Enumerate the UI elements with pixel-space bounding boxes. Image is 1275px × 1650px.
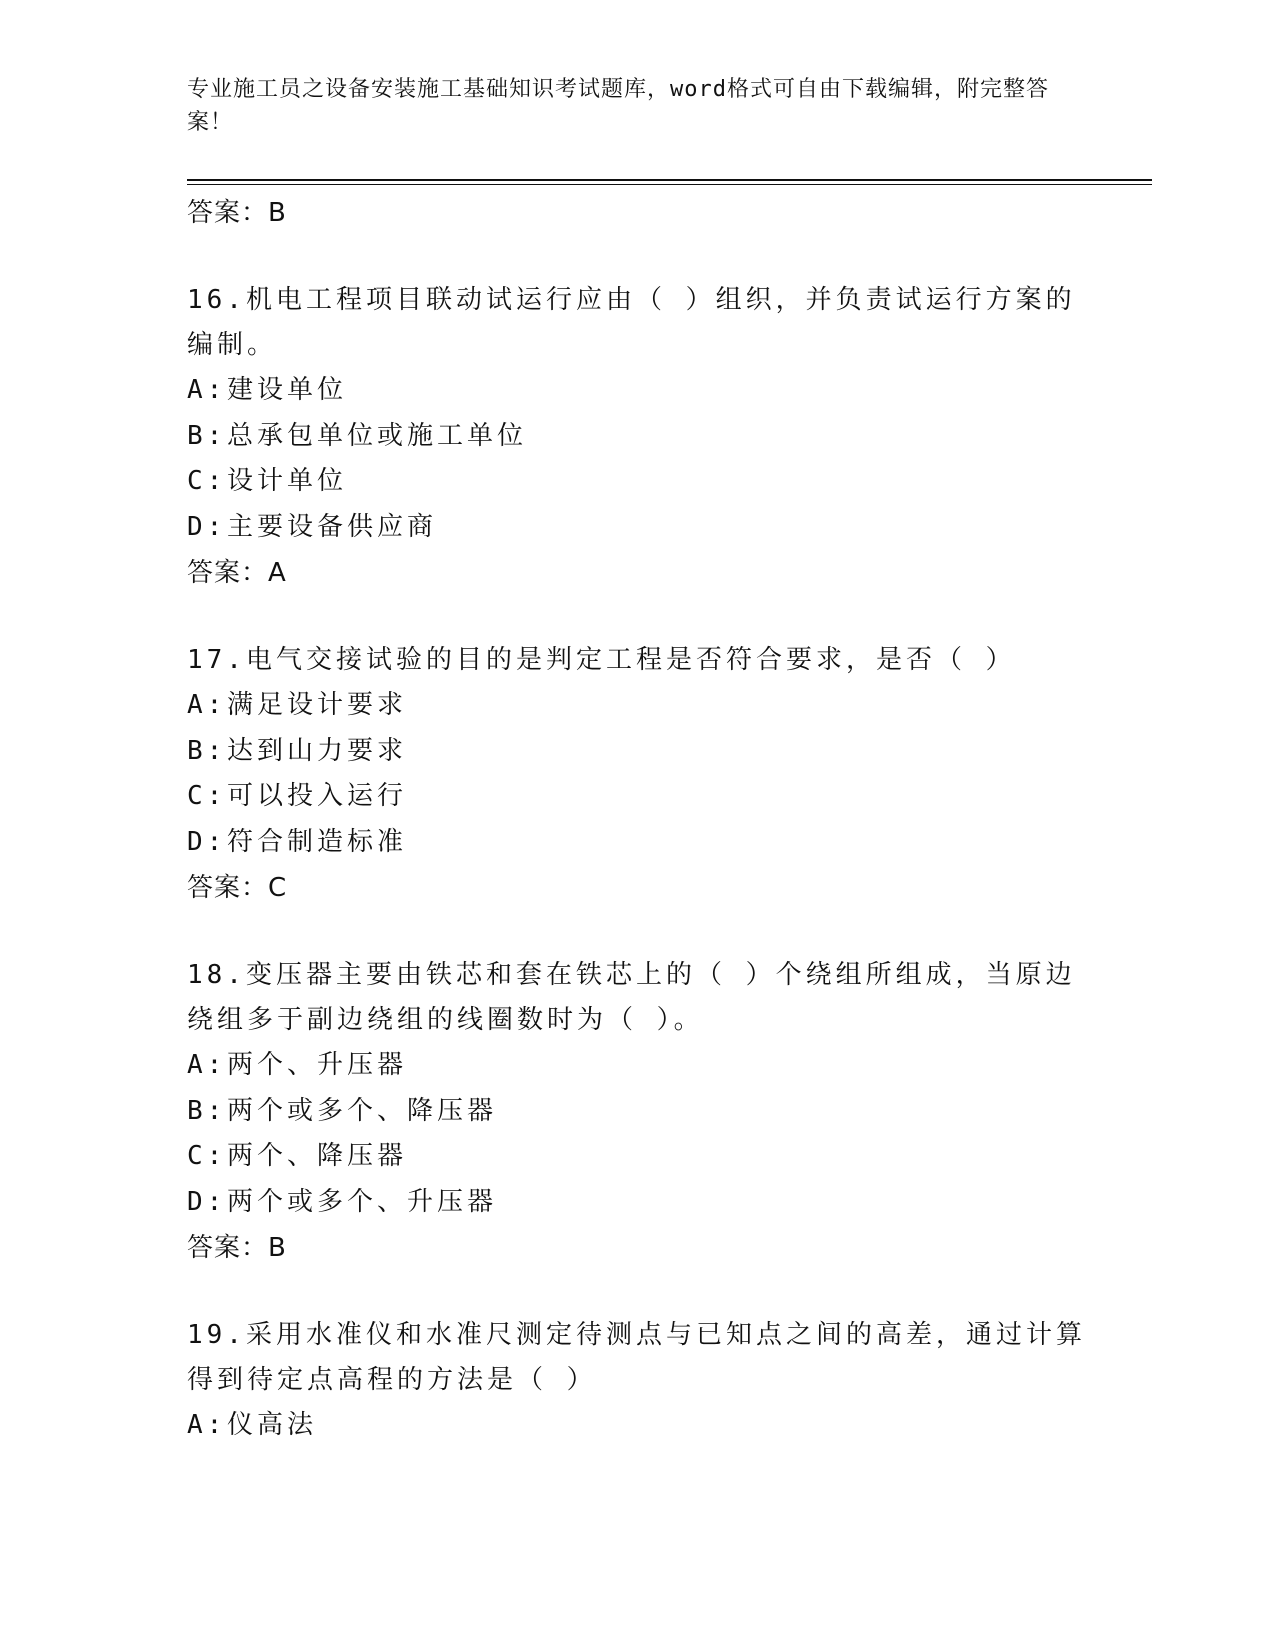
option-a (187, 1403, 1087, 1449)
option-a (187, 1043, 1087, 1089)
answer-line: 答案：A (187, 558, 287, 588)
answer-line: 答案：B (187, 198, 287, 228)
question-list (187, 190, 1087, 1449)
option-a (187, 368, 1087, 414)
option-key: D: (187, 826, 227, 857)
option-key: B: (187, 735, 227, 766)
document-header (187, 73, 1067, 139)
option-c (187, 774, 1087, 820)
option-text: 建设单位 (227, 375, 348, 405)
option-text: 两个、降压器 (227, 1141, 408, 1171)
header-rule-thick (187, 179, 1152, 181)
question-17 (187, 638, 1087, 911)
option-key: A: (187, 690, 227, 720)
option-text: 满足设计要求 (227, 690, 408, 720)
option-key: B: (187, 420, 227, 451)
option-key: C: (187, 781, 227, 811)
option-key: A: (187, 1050, 227, 1080)
option-key: A: (187, 375, 227, 405)
option-b (187, 414, 1087, 460)
option-text: 达到山力要求 (227, 735, 408, 766)
question-stem: 16.机电工程项目联动试运行应由（ ）组织，并负责试运行方案的编制。 (187, 285, 1076, 360)
option-key: B: (187, 1095, 227, 1126)
option-text: 主要设备供应商 (227, 511, 438, 542)
option-key: A: (187, 1410, 227, 1440)
option-text: 仪高法 (227, 1410, 318, 1440)
option-text: 两个或多个、降压器 (227, 1095, 498, 1126)
option-text: 总承包单位或施工单位 (227, 420, 528, 451)
option-c (187, 1134, 1087, 1180)
question-18 (187, 953, 1087, 1271)
header-rule-thin (187, 184, 1152, 185)
option-key: C: (187, 1141, 227, 1171)
option-text: 符合制造标准 (227, 826, 408, 857)
option-c (187, 459, 1087, 505)
option-b (187, 729, 1087, 775)
question-stem: 17.电气交接试验的目的是判定工程是否符合要求，是否（ ） (187, 645, 1016, 675)
question-stem: 19.采用水准仪和水准尺测定待测点与已知点之间的高差，通过计算得到待定点高程的方法是（ ） (187, 1320, 1086, 1395)
option-key: D: (187, 511, 227, 542)
option-b (187, 1089, 1087, 1135)
option-d (187, 1180, 1087, 1226)
answer-line: 答案：B (187, 1233, 287, 1263)
option-key: C: (187, 466, 227, 496)
option-text: 设计单位 (227, 466, 348, 496)
option-a (187, 683, 1087, 729)
option-d (187, 820, 1087, 866)
question-16 (187, 278, 1087, 596)
question-19 (187, 1313, 1087, 1449)
question-stem: 18.变压器主要由铁芯和套在铁芯上的（ ）个绕组所组成，当原边绕组多于副边绕组的线圈数时为（ ）。 (187, 960, 1076, 1035)
option-key: D: (187, 1186, 227, 1217)
option-text: 可以投入运行 (227, 781, 408, 811)
option-d (187, 505, 1087, 551)
option-text: 两个、升压器 (227, 1050, 408, 1080)
answer-line: 答案：C (187, 873, 288, 903)
header-text: 专业施工员之设备安装施工基础知识考试题库，word格式可自由下载编辑，附完整答案！ (187, 77, 1049, 135)
option-text: 两个或多个、升压器 (227, 1186, 498, 1217)
